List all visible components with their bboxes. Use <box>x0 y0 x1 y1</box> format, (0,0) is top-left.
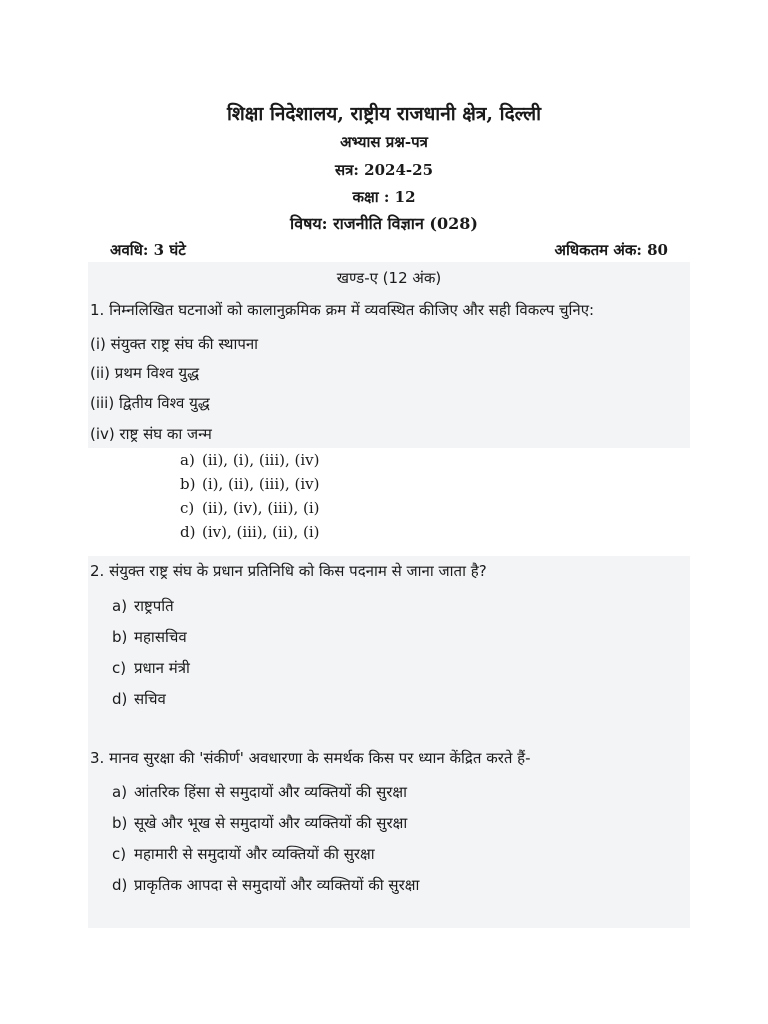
question-text: संयुक्त राष्ट्र संघ के प्रधान प्रतिनिधि को किस पदनाम से जाना जाता है? <box>109 562 487 580</box>
q2-option-d[interactable] <box>112 689 166 709</box>
paper-type: अभ्यास प्रश्न-पत्र <box>340 133 428 151</box>
session: सत्र: 2024-25 <box>334 161 434 179</box>
option-text: सूखे और भूख से समुदायों और व्यक्तियों की सुरक्षा <box>134 814 408 832</box>
q3-option-d[interactable] <box>112 875 419 895</box>
subject: विषय: राजनीति विज्ञान (028) <box>290 214 478 233</box>
q3-option-a[interactable] <box>112 782 407 802</box>
option-text: प्राकृतिक आपदा से समुदायों और व्यक्तियों की सुरक्षा <box>134 876 420 894</box>
option-text: (i), (ii), (iii), (iv) <box>202 475 320 493</box>
option-letter: d) <box>112 876 128 894</box>
q2-option-b[interactable] <box>112 627 187 647</box>
question-text: निम्नलिखित घटनाओं को कालानुक्रमिक क्रम में व्यवस्थित कीजिए और सही विकल्प चुनिए: <box>109 301 595 319</box>
class: कक्षा : 12 <box>352 188 416 206</box>
question-1-block <box>88 262 690 448</box>
q2-option-a[interactable] <box>112 596 174 616</box>
option-letter: b) <box>112 628 128 646</box>
option-letter: a) <box>180 451 195 469</box>
option-letter: b) <box>180 475 196 493</box>
q1-event: (iv) राष्ट्र संघ का जन्म <box>90 425 212 443</box>
q1-event: (iii) द्वितीय विश्व युद्ध <box>90 394 210 412</box>
questions-2-3-block <box>88 556 690 928</box>
option-text: आंतरिक हिंसा से समुदायों और व्यक्तियों की सुरक्षा <box>134 783 408 801</box>
question-1 <box>90 300 594 320</box>
duration: अवधि: 3 घंटे <box>110 241 186 259</box>
option-letter: b) <box>112 814 128 832</box>
q1-event: (i) संयुक्त राष्ट्र संघ की स्थापना <box>90 335 259 353</box>
option-letter: d) <box>180 523 196 541</box>
option-text: महामारी से समुदायों और व्यक्तियों की सुरक्षा <box>134 845 375 863</box>
section-title: खण्ड-ए (12 अंक) <box>336 269 442 287</box>
question-text: मानव सुरक्षा की 'संकीर्ण' अवधारणा के समर्थक किस पर ध्यान केंद्रित करते हैं- <box>109 749 531 767</box>
option-text: (ii), (i), (iii), (iv) <box>202 451 320 469</box>
question-number: 2. <box>90 562 105 580</box>
q1-option-b[interactable] <box>180 475 319 493</box>
question-number: 3. <box>90 749 105 767</box>
q1-option-a[interactable] <box>180 451 319 469</box>
q3-option-b[interactable] <box>112 813 407 833</box>
option-letter: a) <box>112 783 128 801</box>
q1-option-d[interactable] <box>180 523 319 541</box>
option-letter: a) <box>112 597 128 615</box>
q2-option-c[interactable] <box>112 658 190 678</box>
option-text: (ii), (iv), (iii), (i) <box>202 499 320 517</box>
option-letter: d) <box>112 690 128 708</box>
option-letter: c) <box>112 845 127 863</box>
q1-event: (ii) प्रथम विश्व युद्ध <box>90 364 200 382</box>
max-marks: अधिकतम अंक: 80 <box>554 241 668 259</box>
directorate-title: शिक्षा निदेशालय, राष्ट्रीय राजधानी क्षेत्र, दिल्ली <box>226 103 542 125</box>
option-text: (iv), (iii), (ii), (i) <box>202 523 320 541</box>
option-text: सचिव <box>134 690 166 708</box>
question-2 <box>90 561 487 581</box>
option-letter: c) <box>112 659 127 677</box>
option-text: महासचिव <box>134 628 187 646</box>
q3-option-c[interactable] <box>112 844 375 864</box>
option-text: प्रधान मंत्री <box>134 659 190 677</box>
question-number: 1. <box>90 301 105 319</box>
option-letter: c) <box>180 499 195 517</box>
q1-option-c[interactable] <box>180 499 319 517</box>
option-text: राष्ट्रपति <box>134 597 174 615</box>
question-3 <box>90 748 531 768</box>
